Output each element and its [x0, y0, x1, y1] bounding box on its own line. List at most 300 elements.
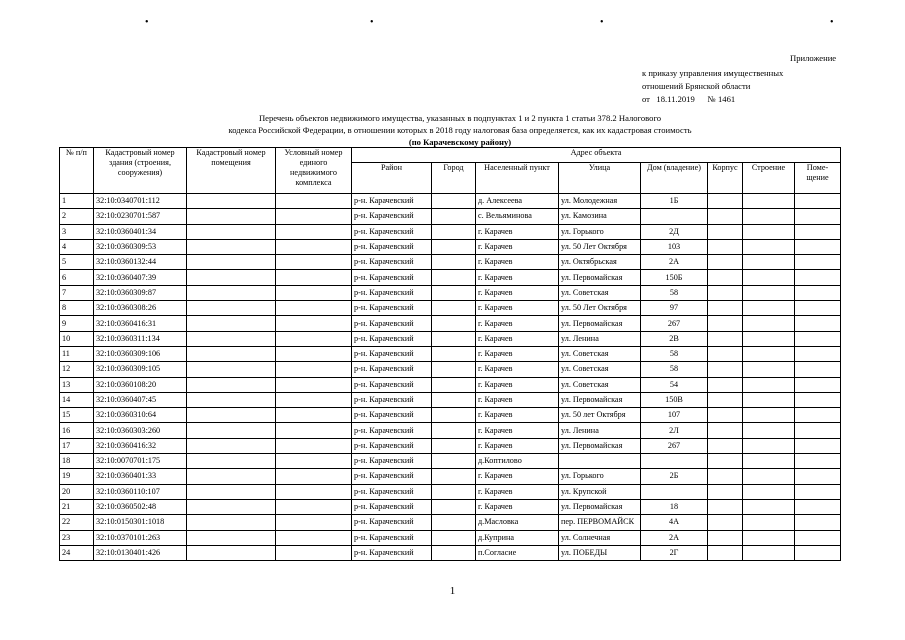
premise-cadastral-cell: [187, 408, 276, 423]
building-cell: [708, 438, 743, 453]
premise-cell: [795, 362, 841, 377]
complex-number-cell: [276, 423, 352, 438]
table-row: [60, 362, 841, 377]
city-cell: [432, 285, 476, 300]
row-number: 14: [60, 392, 94, 407]
premise-cell: [795, 469, 841, 484]
structure-cell: [743, 239, 795, 254]
structure-cell: [743, 454, 795, 469]
table-row: [60, 484, 841, 499]
premise-cadastral-cell: [187, 194, 276, 209]
premise-cadastral-cell: [187, 316, 276, 331]
premise-cell: [795, 408, 841, 423]
building-cadastral-cell: 32:10:0230701:587: [94, 209, 187, 224]
building-cell: [708, 392, 743, 407]
settlement-cell: г. Карачев: [476, 408, 559, 423]
row-number: 3: [60, 224, 94, 239]
premise-cell: [795, 224, 841, 239]
building-cell: [708, 331, 743, 346]
building-cell: [708, 285, 743, 300]
table-row: [60, 438, 841, 453]
complex-number-cell: [276, 331, 352, 346]
col-building-header: Корпус: [708, 163, 743, 194]
premise-cadastral-cell: [187, 545, 276, 560]
property-table: [59, 147, 841, 561]
col-building-cadastral-header: Кадастровый номер здания (строения, сооружения): [94, 148, 187, 194]
house-cell: 2В: [641, 331, 708, 346]
building-cell: [708, 194, 743, 209]
city-cell: [432, 484, 476, 499]
structure-cell: [743, 377, 795, 392]
house-cell: 2Л: [641, 423, 708, 438]
city-cell: [432, 530, 476, 545]
complex-number-cell: [276, 209, 352, 224]
district-cell: р-н. Карачевский: [352, 392, 432, 407]
building-cadastral-cell: 32:10:0370101:263: [94, 530, 187, 545]
district-cell: р-н. Карачевский: [352, 239, 432, 254]
col-premise-header: Поме-щение: [795, 163, 841, 194]
col-district-header: Район: [352, 163, 432, 194]
col-complex-number-header: Условный номер единого недвижимого комплекса: [276, 148, 352, 194]
premise-cell: [795, 301, 841, 316]
col-house-header: Дом (владение): [641, 163, 708, 194]
district-cell: р-н. Карачевский: [352, 346, 432, 361]
settlement-cell: г. Карачев: [476, 346, 559, 361]
building-cadastral-cell: 32:10:0360309:106: [94, 346, 187, 361]
city-cell: [432, 331, 476, 346]
table-row: [60, 392, 841, 407]
street-cell: ул. Советская: [559, 362, 641, 377]
district-cell: р-н. Карачевский: [352, 423, 432, 438]
settlement-cell: д.Куприна: [476, 530, 559, 545]
settlement-cell: д. Алексеева: [476, 194, 559, 209]
house-cell: 150В: [641, 392, 708, 407]
settlement-cell: г. Карачев: [476, 301, 559, 316]
col-settlement-header: Населенный пункт: [476, 163, 559, 194]
premise-cadastral-cell: [187, 484, 276, 499]
order-line-2: отношений Брянской области: [642, 81, 751, 91]
row-number: 1: [60, 194, 94, 209]
complex-number-cell: [276, 545, 352, 560]
premise-cell: [795, 438, 841, 453]
city-cell: [432, 224, 476, 239]
complex-number-cell: [276, 362, 352, 377]
house-cell: 150Б: [641, 270, 708, 285]
structure-cell: [743, 408, 795, 423]
building-cadastral-cell: 32:10:0360416:31: [94, 316, 187, 331]
building-cadastral-cell: 32:10:0360502:48: [94, 499, 187, 514]
street-cell: ул. Молодежная: [559, 194, 641, 209]
district-cell: р-н. Карачевский: [352, 194, 432, 209]
table-row: [60, 255, 841, 270]
structure-cell: [743, 346, 795, 361]
settlement-cell: г. Карачев: [476, 377, 559, 392]
building-cell: [708, 209, 743, 224]
house-cell: 2А: [641, 255, 708, 270]
settlement-cell: г. Карачев: [476, 285, 559, 300]
city-cell: [432, 270, 476, 285]
district-cell: р-н. Карачевский: [352, 484, 432, 499]
district-cell: р-н. Карачевский: [352, 454, 432, 469]
row-number: 8: [60, 301, 94, 316]
building-cadastral-cell: 32:10:0360407:45: [94, 392, 187, 407]
city-cell: [432, 423, 476, 438]
building-cadastral-cell: 32:10:0360416:32: [94, 438, 187, 453]
building-cadastral-cell: 32:10:0360309:105: [94, 362, 187, 377]
house-cell: [641, 209, 708, 224]
table-row: [60, 301, 841, 316]
structure-cell: [743, 331, 795, 346]
district-cell: р-н. Карачевский: [352, 530, 432, 545]
structure-cell: [743, 515, 795, 530]
building-cell: [708, 377, 743, 392]
building-cell: [708, 255, 743, 270]
district-cell: р-н. Карачевский: [352, 285, 432, 300]
premise-cell: [795, 499, 841, 514]
building-cell: [708, 454, 743, 469]
settlement-cell: г. Карачев: [476, 224, 559, 239]
order-date-prefix: от: [642, 94, 650, 104]
row-number: 24: [60, 545, 94, 560]
structure-cell: [743, 194, 795, 209]
house-cell: 103: [641, 239, 708, 254]
premise-cell: [795, 255, 841, 270]
scan-mark: •: [145, 17, 149, 28]
building-cadastral-cell: 32:10:0360401:33: [94, 469, 187, 484]
street-cell: ул. Ленина: [559, 331, 641, 346]
building-cadastral-cell: 32:10:0070701:175: [94, 454, 187, 469]
building-cell: [708, 530, 743, 545]
premise-cadastral-cell: [187, 346, 276, 361]
table-row: [60, 194, 841, 209]
order-number: № 1461: [707, 94, 736, 104]
table-row: [60, 270, 841, 285]
district-cell: р-н. Карачевский: [352, 224, 432, 239]
premise-cell: [795, 423, 841, 438]
building-cadastral-cell: 32:10:0360108:20: [94, 377, 187, 392]
building-cell: [708, 362, 743, 377]
structure-cell: [743, 316, 795, 331]
house-cell: 1Б: [641, 194, 708, 209]
settlement-cell: г. Карачев: [476, 423, 559, 438]
structure-cell: [743, 209, 795, 224]
street-cell: ул. Камозина: [559, 209, 641, 224]
col-num-header: № п/п: [60, 148, 94, 194]
district-cell: р-н. Карачевский: [352, 408, 432, 423]
city-cell: [432, 515, 476, 530]
street-cell: ул. Октябрьская: [559, 255, 641, 270]
street-cell: ул. Крупской: [559, 484, 641, 499]
street-cell: ул. 50 лет Октября: [559, 408, 641, 423]
scan-mark: •: [600, 17, 604, 28]
order-line-1: к приказу управления имущественных: [642, 68, 784, 78]
complex-number-cell: [276, 316, 352, 331]
building-cadastral-cell: 32:10:0130401:426: [94, 545, 187, 560]
street-cell: ул. Советская: [559, 377, 641, 392]
premise-cell: [795, 377, 841, 392]
house-cell: [641, 454, 708, 469]
city-cell: [432, 346, 476, 361]
building-cell: [708, 499, 743, 514]
building-cell: [708, 408, 743, 423]
complex-number-cell: [276, 377, 352, 392]
row-number: 19: [60, 469, 94, 484]
premise-cadastral-cell: [187, 255, 276, 270]
table-row: [60, 316, 841, 331]
street-cell: ул. Советская: [559, 285, 641, 300]
complex-number-cell: [276, 346, 352, 361]
settlement-cell: г. Карачев: [476, 331, 559, 346]
settlement-cell: г. Карачев: [476, 392, 559, 407]
building-cadastral-cell: 32:10:0340701:112: [94, 194, 187, 209]
structure-cell: [743, 285, 795, 300]
structure-cell: [743, 438, 795, 453]
complex-number-cell: [276, 484, 352, 499]
building-cell: [708, 224, 743, 239]
scan-mark: •: [370, 17, 374, 28]
structure-cell: [743, 270, 795, 285]
premise-cadastral-cell: [187, 209, 276, 224]
col-city-header: Город: [432, 163, 476, 194]
table-row: [60, 224, 841, 239]
premise-cell: [795, 270, 841, 285]
street-cell: ул. Первомайская: [559, 438, 641, 453]
complex-number-cell: [276, 239, 352, 254]
house-cell: 267: [641, 438, 708, 453]
complex-number-cell: [276, 454, 352, 469]
building-cell: [708, 545, 743, 560]
district-cell: р-н. Карачевский: [352, 469, 432, 484]
premise-cadastral-cell: [187, 270, 276, 285]
structure-cell: [743, 423, 795, 438]
city-cell: [432, 194, 476, 209]
city-cell: [432, 545, 476, 560]
settlement-cell: г. Карачев: [476, 255, 559, 270]
settlement-cell: г. Карачев: [476, 499, 559, 514]
order-date-line: [642, 93, 735, 105]
col-street-header: Улица: [559, 163, 641, 194]
premise-cadastral-cell: [187, 438, 276, 453]
premise-cadastral-cell: [187, 362, 276, 377]
building-cadastral-cell: 32:10:0360308:26: [94, 301, 187, 316]
district-cell: р-н. Карачевский: [352, 316, 432, 331]
table-row: [60, 377, 841, 392]
street-cell: пер. ПЕРВОМАЙСК: [559, 515, 641, 530]
street-cell: ул. Первомайская: [559, 316, 641, 331]
house-cell: 267: [641, 316, 708, 331]
col-structure-header: Строение: [743, 163, 795, 194]
district-cell: р-н. Карачевский: [352, 515, 432, 530]
house-cell: 18: [641, 499, 708, 514]
premise-cell: [795, 545, 841, 560]
house-cell: 54: [641, 377, 708, 392]
building-cadastral-cell: 32:10:0360303:260: [94, 423, 187, 438]
house-cell: 97: [641, 301, 708, 316]
city-cell: [432, 438, 476, 453]
district-cell: р-н. Карачевский: [352, 499, 432, 514]
district-cell: р-н. Карачевский: [352, 377, 432, 392]
street-cell: ул. 50 Лет Октября: [559, 239, 641, 254]
table-row: [60, 530, 841, 545]
row-number: 7: [60, 285, 94, 300]
row-number: 9: [60, 316, 94, 331]
premise-cadastral-cell: [187, 224, 276, 239]
house-cell: 58: [641, 285, 708, 300]
structure-cell: [743, 499, 795, 514]
premise-cadastral-cell: [187, 469, 276, 484]
row-number: 10: [60, 331, 94, 346]
table-row: [60, 454, 841, 469]
structure-cell: [743, 530, 795, 545]
building-cell: [708, 484, 743, 499]
premise-cadastral-cell: [187, 530, 276, 545]
row-number: 6: [60, 270, 94, 285]
structure-cell: [743, 255, 795, 270]
district-cell: р-н. Карачевский: [352, 362, 432, 377]
heading-line-1: Перечень объектов недвижимого имущества, указанных в подпунктах 1 и 2 пункта 1 статьи 378.2 Налогового: [258, 113, 662, 123]
complex-number-cell: [276, 194, 352, 209]
table-row: [60, 239, 841, 254]
col-premise-cadastral-header: Кадастровый номер помещения: [187, 148, 276, 194]
house-cell: 107: [641, 408, 708, 423]
premise-cell: [795, 515, 841, 530]
building-cell: [708, 301, 743, 316]
building-cell: [708, 346, 743, 361]
scan-mark: •: [830, 17, 834, 28]
table-row: [60, 545, 841, 560]
heading-district: (по Карачевскому району): [408, 137, 512, 147]
city-cell: [432, 362, 476, 377]
complex-number-cell: [276, 438, 352, 453]
settlement-cell: п.Согласие: [476, 545, 559, 560]
street-cell: ул. 50 Лет Октября: [559, 301, 641, 316]
building-cell: [708, 316, 743, 331]
complex-number-cell: [276, 499, 352, 514]
row-number: 11: [60, 346, 94, 361]
house-cell: 2А: [641, 530, 708, 545]
table-row: [60, 423, 841, 438]
complex-number-cell: [276, 285, 352, 300]
row-number: 13: [60, 377, 94, 392]
premise-cadastral-cell: [187, 515, 276, 530]
house-cell: 2Д: [641, 224, 708, 239]
address-group-header: Адрес объекта: [352, 148, 841, 163]
row-number: 15: [60, 408, 94, 423]
house-cell: 2Г: [641, 545, 708, 560]
city-cell: [432, 316, 476, 331]
premise-cell: [795, 331, 841, 346]
table-row: [60, 346, 841, 361]
building-cadastral-cell: 32:10:0360310:64: [94, 408, 187, 423]
premise-cell: [795, 194, 841, 209]
building-cadastral-cell: 32:10:0360311:134: [94, 331, 187, 346]
building-cell: [708, 423, 743, 438]
city-cell: [432, 255, 476, 270]
district-cell: р-н. Карачевский: [352, 438, 432, 453]
complex-number-cell: [276, 530, 352, 545]
premise-cell: [795, 454, 841, 469]
premise-cadastral-cell: [187, 392, 276, 407]
premise-cell: [795, 285, 841, 300]
row-number: 22: [60, 515, 94, 530]
complex-number-cell: [276, 515, 352, 530]
building-cadastral-cell: 32:10:0360407:39: [94, 270, 187, 285]
city-cell: [432, 209, 476, 224]
building-cadastral-cell: 32:10:0360309:87: [94, 285, 187, 300]
structure-cell: [743, 362, 795, 377]
order-date: 18.11.2019: [656, 94, 695, 104]
appendix-title: Приложение: [790, 53, 837, 63]
premise-cell: [795, 209, 841, 224]
settlement-cell: г. Карачев: [476, 438, 559, 453]
building-cadastral-cell: 32:10:0360132:44: [94, 255, 187, 270]
city-cell: [432, 377, 476, 392]
premise-cell: [795, 530, 841, 545]
settlement-cell: г. Карачев: [476, 484, 559, 499]
district-cell: р-н. Карачевский: [352, 331, 432, 346]
structure-cell: [743, 392, 795, 407]
house-cell: [641, 484, 708, 499]
district-cell: р-н. Карачевский: [352, 270, 432, 285]
premise-cell: [795, 484, 841, 499]
street-cell: ул. Советская: [559, 346, 641, 361]
settlement-cell: д.Коптилово: [476, 454, 559, 469]
row-number: 20: [60, 484, 94, 499]
house-cell: 58: [641, 346, 708, 361]
row-number: 17: [60, 438, 94, 453]
structure-cell: [743, 301, 795, 316]
structure-cell: [743, 484, 795, 499]
city-cell: [432, 301, 476, 316]
premise-cadastral-cell: [187, 499, 276, 514]
building-cell: [708, 515, 743, 530]
street-cell: ул. Горького: [559, 224, 641, 239]
building-cell: [708, 239, 743, 254]
street-cell: ул. Первомайская: [559, 270, 641, 285]
table-row: [60, 469, 841, 484]
table-row: [60, 285, 841, 300]
premise-cadastral-cell: [187, 377, 276, 392]
settlement-cell: с. Вельяминова: [476, 209, 559, 224]
table-row: [60, 331, 841, 346]
row-number: 18: [60, 454, 94, 469]
row-number: 21: [60, 499, 94, 514]
premise-cadastral-cell: [187, 331, 276, 346]
house-cell: 58: [641, 362, 708, 377]
settlement-cell: г. Карачев: [476, 469, 559, 484]
city-cell: [432, 408, 476, 423]
building-cell: [708, 270, 743, 285]
district-cell: р-н. Карачевский: [352, 545, 432, 560]
settlement-cell: д.Масловка: [476, 515, 559, 530]
building-cadastral-cell: 32:10:0150301:1018: [94, 515, 187, 530]
premise-cell: [795, 392, 841, 407]
settlement-cell: г. Карачев: [476, 270, 559, 285]
premise-cell: [795, 239, 841, 254]
city-cell: [432, 454, 476, 469]
structure-cell: [743, 469, 795, 484]
row-number: 2: [60, 209, 94, 224]
city-cell: [432, 239, 476, 254]
premise-cell: [795, 316, 841, 331]
complex-number-cell: [276, 408, 352, 423]
row-number: 4: [60, 239, 94, 254]
district-cell: р-н. Карачевский: [352, 209, 432, 224]
street-cell: ул. Горького: [559, 469, 641, 484]
district-cell: р-н. Карачевский: [352, 301, 432, 316]
building-cadastral-cell: 32:10:0360401:34: [94, 224, 187, 239]
row-number: 16: [60, 423, 94, 438]
